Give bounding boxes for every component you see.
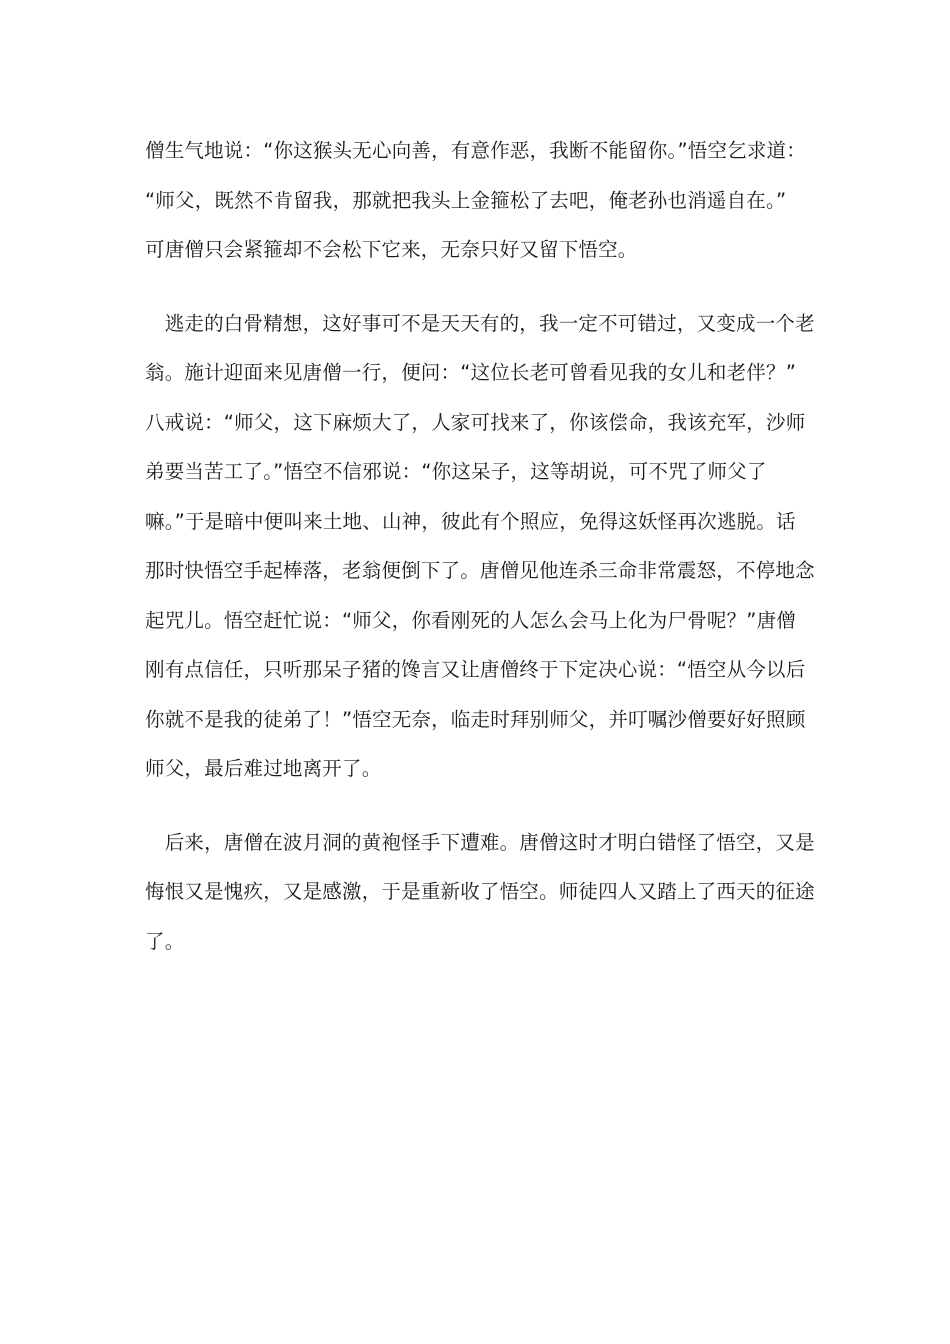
paragraph-spacer [145, 275, 805, 299]
paragraph-2 [145, 299, 815, 794]
text-line: 刚有点信任，只听那呆子猪的馋言又让唐僧终于下定决心说：“悟空从今以后 [145, 658, 806, 681]
text-line: 嘛。”于是暗中便叫来土地、山神，彼此有个照应，免得这妖怪再次逃脱。话 [145, 509, 796, 533]
text-line: 后来，唐僧在波月洞的黄袍怪手下遭难。唐僧这时才明白错怪了悟空，又是 [145, 830, 815, 854]
text-line: 八戒说：“师父，这下麻烦大了，人家可找来了，你该偿命，我该充军，沙师 [145, 410, 806, 434]
paragraph-spacer [145, 794, 805, 818]
text-line: 了。 [145, 929, 185, 953]
text-line: 僧生气地说：“你这猴头无心向善，有意作恶，我断不能留你。”悟空乞求道： [145, 139, 806, 162]
text-line: 逃走的白骨精想，这好事可不是天天有的，我一定不可错过，又变成一个老 [145, 311, 815, 335]
text-line: 翁。施计迎面来见唐僧一行，便问：“这位长老可曾看见我的女儿和老伴？” [145, 361, 797, 384]
paragraph-3 [145, 818, 815, 967]
text-line: 那时快悟空手起棒落，老翁便倒下了。唐僧见他连杀三命非常震怒，不停地念 [145, 559, 815, 582]
text-line: 弟要当苦工了。”悟空不信邪说：“你这呆子，这等胡说，可不咒了师父了 [145, 460, 767, 483]
text-line: 悔恨又是愧疚，又是感激，于是重新收了悟空。师徒四人又踏上了西天的征途 [145, 880, 815, 903]
text-line: 可唐僧只会紧箍却不会松下它来，无奈只好又留下悟空。 [145, 238, 638, 261]
text-line: 师父，最后难过地离开了。 [145, 757, 382, 780]
text-line: 起咒儿。悟空赶忙说：“师父，你看刚死的人怎么会马上化为尸骨呢？”唐僧 [145, 608, 797, 632]
paragraph-1 [145, 126, 805, 275]
document-body [145, 126, 815, 966]
text-line: 你就不是我的徒弟了！”悟空无奈，临走时拜别师父，并叮嘱沙僧要好好照顾 [145, 707, 806, 731]
text-line: “师父，既然不肯留我，那就把我头上金箍松了去吧，俺老孙也消遥自在。” [145, 188, 787, 212]
